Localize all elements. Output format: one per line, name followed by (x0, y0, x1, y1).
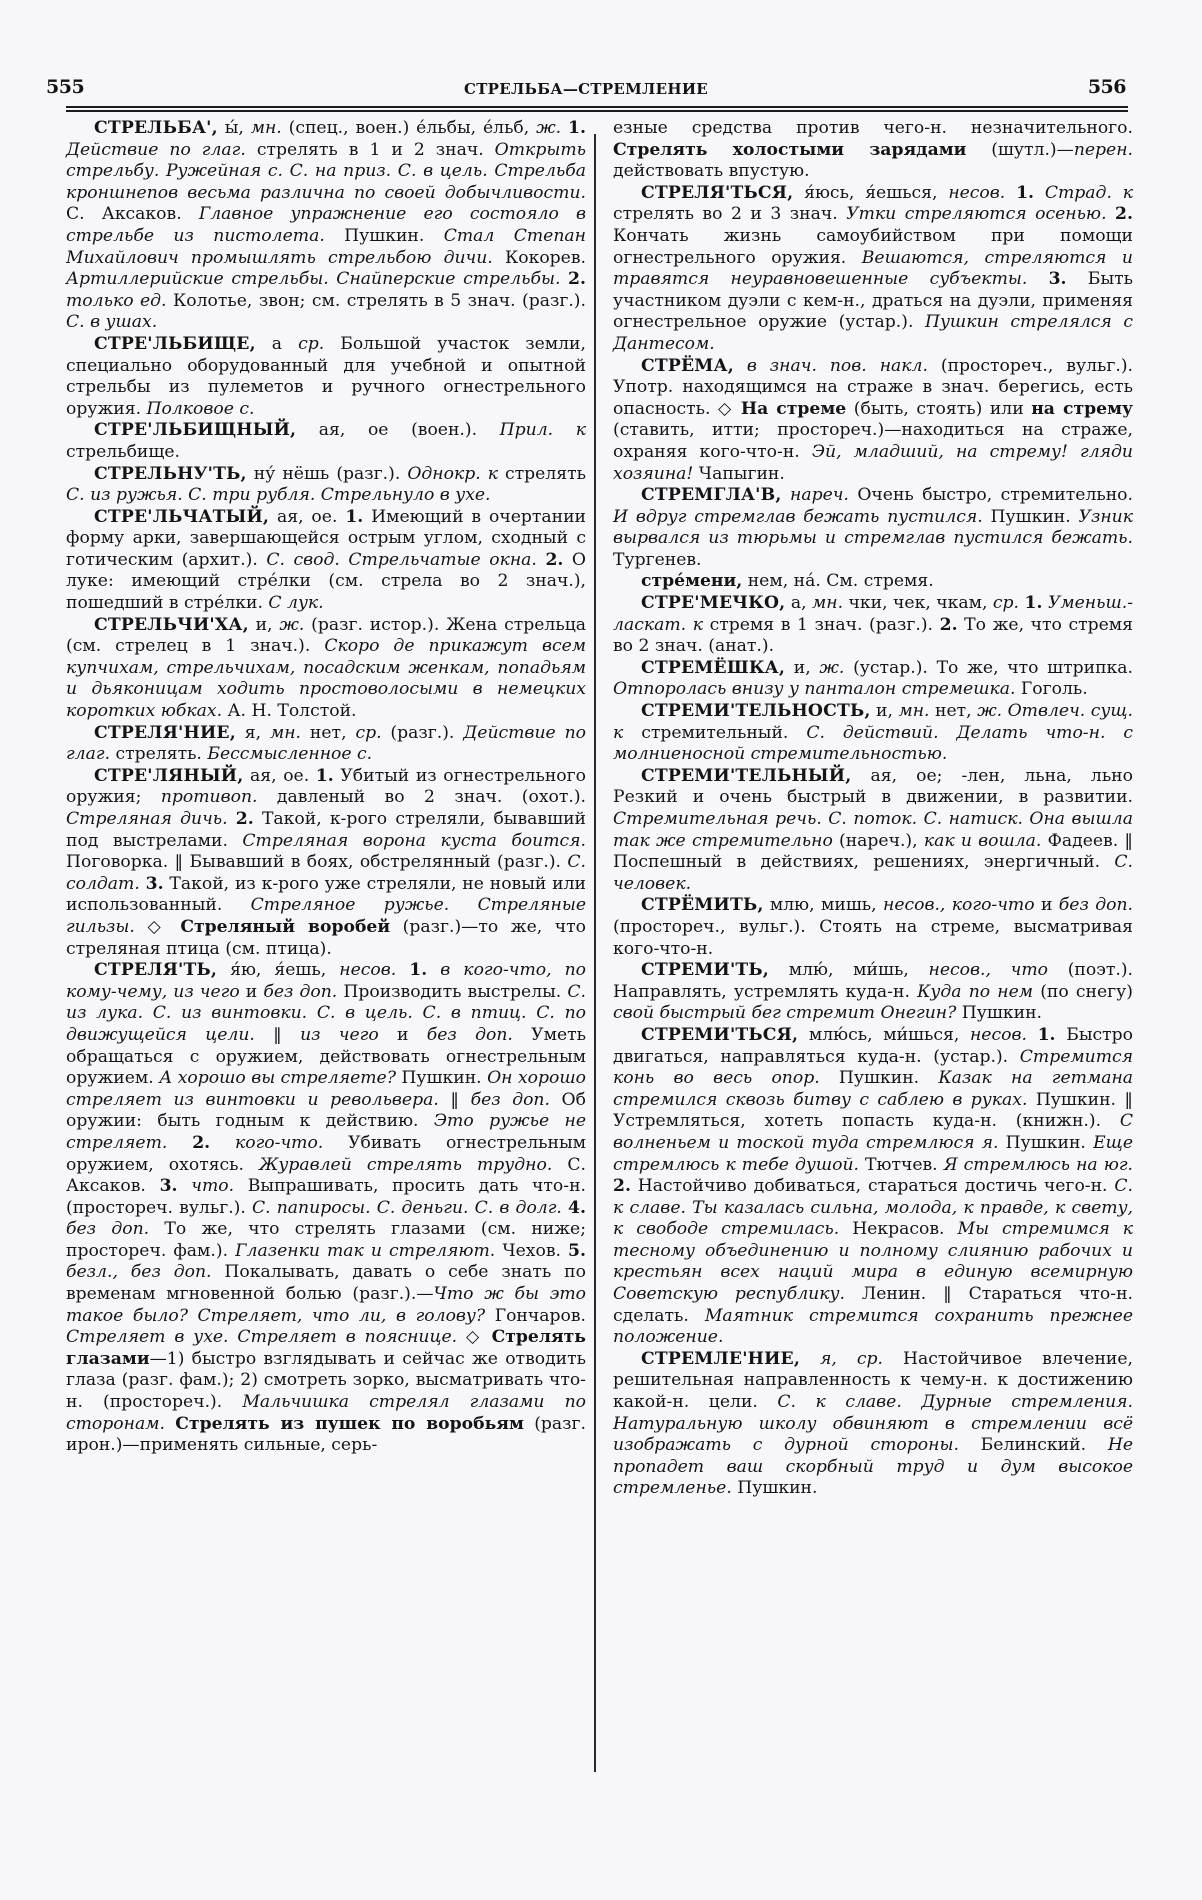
italic-text: Не пропадет ваш скорбный труд и дум высокое стремленье. (613, 1435, 1133, 1499)
entry-text: и, (248, 614, 280, 635)
italic-text: что. (191, 1176, 235, 1197)
italic-text: Я стремлюсь на юг. (943, 1154, 1133, 1175)
entry-text: Имеющий в очертании форму арки, завершающейся острым углом, сходный с готическим (архит.). (66, 506, 586, 570)
italic-text: в кого-что, по кому-чему, из чего (66, 960, 587, 1002)
entry-text: давленый во 2 знач. (охот.). (257, 787, 586, 808)
italic-text: несов. (339, 960, 397, 981)
entry-text: Пушкин. (956, 1003, 1042, 1024)
italic-text: Действие по глаг. (66, 139, 246, 160)
entry-text: и, (785, 657, 820, 678)
italic-text: Отвлеч. сущ. к (613, 701, 1134, 743)
italic-text: Стреляет в ухе. Стреляет в пояснице. (66, 1327, 458, 1348)
entry-text: Пушкин. ‖ Устремляться, хотеть попасть куда-н. (книжн.). (613, 1089, 1133, 1132)
bold-text: 1. (568, 118, 586, 138)
dictionary-entry-strelyanie (66, 723, 586, 766)
italic-text: Мальчишка стрелял глазами по сторонам. (66, 1392, 586, 1434)
entry-text: Тургенев. (613, 549, 702, 570)
italic-text: Стал Степан Михайлович промышлять стрельбою дичи. (66, 225, 586, 268)
italic-text: несов. (969, 1024, 1027, 1045)
bold-text: 2. (235, 809, 254, 829)
entry-text: (разг.). (381, 722, 464, 743)
bold-text: Стреляный воробей (180, 916, 391, 937)
entry-text: я́ю, я́ешь, (217, 960, 340, 981)
entry-text: Большой участок земли, специально оборудованный для учебной и опытной стрельбы из пулеметов и ручного огнестрельного оружия. (66, 333, 586, 419)
headword: СТРЁМИТЬ, (641, 895, 764, 916)
entry-text (782, 485, 790, 505)
entry-text: Пушкин. (998, 1132, 1094, 1153)
headword: СТРЕ'ЛЬЧАТЫЙ, (94, 506, 270, 527)
italic-text: С. из лука. С. из винтовки. С. в цель. С. в птиц. С. по движущейся цели. (66, 981, 586, 1045)
entry-text: Уметь обращаться с оружием, действовать огнестрельным оружием. (66, 1024, 586, 1089)
entry-text: О луке: имеющий стре́лки (см. стрела во 2 знач.), пошедший в стре́лки. (66, 549, 587, 614)
italic-text: Главное упражнение его состояло в стрельбе из пистолета. (66, 204, 586, 246)
italic-text: несов. (948, 182, 1006, 203)
entry-text (800, 1349, 820, 1369)
bold-text: стре́мени, (641, 571, 743, 592)
entry-text: Гончаров. (485, 1305, 586, 1326)
dictionary-entry-stremlenie (613, 1349, 1133, 1500)
italic-text: С. солдат. (66, 852, 586, 894)
entry-text: (спец., воен.) е́льбы, е́льб, (281, 118, 537, 138)
dictionary-entry-stremglav (613, 485, 1133, 571)
italic-text: Казак на гетмана стремился сквозь битву с саблею в руках. (613, 1068, 1134, 1110)
headword: СТРЕ'МЕЧКО, (641, 593, 786, 614)
entry-text: (быть, стоять) или (846, 398, 1032, 419)
entry-text: Пушкин. (731, 1478, 818, 1499)
entry-text: С. Аксаков. (66, 1154, 586, 1197)
headword: СТРЁМА, (641, 355, 734, 376)
italic-text: перен. (1073, 139, 1134, 160)
italic-text: И вдруг стремглав бежать пустился. (613, 506, 983, 527)
left-column (66, 118, 586, 1457)
bold-text: 1. (409, 960, 428, 981)
bold-text: Стрелять глазами (66, 1327, 586, 1369)
entry-text: Фадеев. ‖ Поспешный в действиях, решениях, энергичный. (613, 830, 1133, 873)
entry-text: стрельбище. (66, 441, 181, 462)
entry-text (167, 1133, 192, 1153)
entry-text (1027, 269, 1048, 289)
entry-text: То же, что стрелять глазами (см. ниже; простореч. фам.). (66, 1219, 587, 1261)
bold-text: 3. (159, 1176, 178, 1197)
entry-text: Настойчиво добиваться, стараться достичь чего-н. (630, 1176, 1115, 1197)
italic-text: без доп. (66, 1219, 150, 1240)
entry-text: млю́, ми́шь, (768, 960, 929, 981)
bold-text: на стрему (1031, 398, 1134, 419)
italic-text: свой быстрый бег стремит Онегин? (613, 1003, 957, 1024)
entry-text: (разг.)—то же, что стреляная птица (см. птица). (66, 916, 586, 959)
entry-text: Чапыгин. (693, 463, 785, 484)
italic-text: кого-что. (235, 1132, 324, 1153)
italic-text: Страд. к (1044, 182, 1133, 203)
italic-text: ж. (279, 614, 305, 635)
italic-text: Скоро де прикажут всем купчихам, стрельчихам, посадским женкам, попадьям и дьяконицам ходить простоволосыми в немецких коротких юбках. (66, 636, 587, 722)
entry-text: (нареч.), (832, 830, 924, 851)
dictionary-entry-strelyat-cont (613, 118, 1133, 183)
italic-text: С. к славе. Ты казалась сильна, молода, к правде, к свету, к свободе стремилась. (613, 1176, 1133, 1240)
entry-text: и (239, 981, 264, 1002)
bold-text: 1. (1024, 593, 1043, 614)
headword: СТРЕЛЬНУ'ТЬ, (94, 463, 247, 484)
italic-text: Что ж бы это такое было? Стреляет, что ли, в голову? (66, 1284, 586, 1326)
italic-text: С. свод. Стрельчатые окна. (266, 549, 537, 570)
italic-text: Пушкин стрелялся с Дантесом. (613, 312, 1133, 354)
italic-text: Утки стреляются осенью. (846, 204, 1107, 225)
italic-text: Куда по нем (917, 981, 1034, 1002)
dictionary-entry-stremit-1 (613, 895, 1133, 960)
italic-text: Действие по глаг. (66, 722, 586, 765)
entry-text: Такой, из к-рого уже стреляли, не новый или использованный. (66, 873, 586, 916)
headword: СТРЕЛЬЧИ'ХА, (94, 614, 249, 635)
headword: СТРЕ'ЛЬБИЩЕ, (94, 333, 256, 354)
italic-text: я, ср. (820, 1348, 883, 1369)
entry-text: ая, ое. (269, 506, 346, 527)
headword: СТРЕМИ'ТЕЛЬНЫЙ, (641, 765, 852, 786)
headword: СТРЕМЁШКА, (641, 657, 786, 678)
italic-text: С волненьем и тоской туда стремлюся я. (613, 1111, 1133, 1153)
entry-text: Быстро двигаться, направляться куда-н. (устар.). (613, 1024, 1133, 1067)
italic-text: Стреляная дичь. (66, 809, 228, 829)
italic-text: Уменьш.-ласкат. к (613, 593, 1134, 635)
entry-text (1027, 1025, 1038, 1045)
bold-text: 2. (192, 1132, 211, 1153)
entry-text: (простореч., вульг.). Стоять на стреме, высматривая кого-что-н. (613, 916, 1133, 959)
italic-text: Однокр. к (407, 463, 499, 484)
entry-text (734, 356, 747, 376)
entry-text: (устар.). То же, что штрипка. (844, 657, 1133, 678)
italic-text: нареч. (790, 485, 849, 506)
entry-text: То же, что стремя во 2 знач. (анат.). (613, 614, 1133, 657)
entry-text (1034, 183, 1045, 203)
italic-text: А хорошо вы стреляете? (159, 1068, 396, 1089)
running-title: СТРЕЛЬБА—СТРЕМЛЕНИЕ (463, 80, 709, 98)
italic-text: С. действий. Делать что-н. с молниеносной стремительностью. (613, 722, 1133, 765)
entry-text: действовать впустую. (613, 161, 810, 182)
entry-text (1005, 183, 1016, 203)
entry-text: ая, ое. (243, 765, 316, 786)
italic-text: С. папиросы. С. деньги. С. в долг. (251, 1197, 562, 1218)
entry-text: Убивать огнестрельным оружием, охотясь. (66, 1132, 587, 1175)
entry-text: (ставить, итти; простореч.)—находиться на страже, охраняя кого-что-н. (613, 420, 1133, 462)
entry-text: —1) быстро взглядывать и сейчас же отводить глаза (разг. фам.); 2) смотреть зорко, высматривать что-н. (простореч.). (66, 1348, 586, 1413)
headword: СТРЕЛЯ'НИЕ, (94, 722, 236, 743)
entry-text: (разг. ирон.)—применять сильные, серь- (66, 1413, 587, 1456)
italic-text: противоп. (160, 787, 258, 808)
italic-text: Стремительная речь. С. поток. С. натиск. Она вышла так же стремительно (613, 809, 1133, 851)
italic-text: ср. (355, 722, 382, 743)
entry-text: Тютчев. (858, 1154, 944, 1175)
dictionary-entry-strelchaty (66, 507, 586, 615)
italic-text: мн. (898, 701, 930, 722)
dictionary-entry-stremitsya (613, 1025, 1133, 1349)
italic-text: С. из ружья. С. три рубля. Стрельнуло в ухе. (66, 485, 491, 506)
entry-text: стремительный. (623, 722, 807, 743)
italic-text: ж. (536, 118, 562, 138)
entry-text (178, 1176, 192, 1196)
italic-text: ж. (819, 657, 845, 678)
entry-text: Колотье, звон; см. стрелять в 5 знач. (разг.). (166, 290, 586, 311)
italic-text: Бессмысленное с. (207, 744, 373, 765)
italic-text: Стремится конь во весь опор. (613, 1046, 1133, 1089)
italic-text: Глазенки так и стреляют. (235, 1240, 496, 1261)
italic-text: безл., без доп. (66, 1262, 212, 1283)
page-number-left: 555 (46, 76, 85, 98)
entry-text: Кончать жизнь самоубийством при помощи огнестрельного оружия. (613, 225, 1133, 268)
entry-text: ну́ нёшь (разг.). (246, 463, 408, 484)
entry-text: А. Н. Толстой. (222, 701, 357, 722)
bold-text: Стрелять холостыми зарядами (613, 139, 967, 160)
entry-text: чки, чек, чкам, (843, 593, 993, 614)
dictionary-entry-strelbishche (66, 334, 586, 420)
entry-text (1107, 204, 1116, 224)
entry-text: Настойчивое влечение, решительная направленность к чему-н. к достижению какой-н. цели. (613, 1348, 1134, 1413)
entry-text: Ленин. ‖ Стараться что-н. сделать. (613, 1284, 1134, 1326)
entry-text: я, (235, 722, 270, 743)
entry-text: нем, на́. См. стремя. (742, 571, 934, 592)
dictionary-entry-strelyatsya (613, 183, 1133, 356)
italic-text: Маятник стремится сохранить прежнее положение. (613, 1305, 1133, 1348)
italic-text: ср. (992, 593, 1020, 614)
italic-text: Артиллерийские стрельбы. Снайперские стрельбы. (66, 269, 561, 290)
entry-text: езные средства против чего-н. незначительного. (613, 118, 1133, 138)
dictionary-entry-strelbishchny (66, 420, 586, 463)
bold-text: 2. (1115, 204, 1133, 225)
italic-text: Открыть стрельбу. Ружейная с. С. на приз. С. в цель. Стрельба кроншнепов весьма различна по своей добычливости. (66, 139, 586, 203)
italic-text: без доп. (470, 1089, 550, 1110)
entry-text: Пушкин. (982, 506, 1079, 527)
dictionary-entry-stremitelnost (613, 701, 1133, 766)
italic-text: Журавлей стрелять трудно. (259, 1154, 553, 1175)
italic-text: ср. (298, 333, 325, 354)
entry-text: стремя в 1 знач. (разг.). (702, 614, 940, 635)
bold-text: 3. (145, 873, 164, 894)
italic-text: Узник вырвался из тюрьмы и стремглав пустился бежать. (613, 506, 1133, 549)
headword: СТРЕЛЯ'ТЬ, (94, 960, 218, 981)
entry-text: Производить выстрелы. (337, 981, 568, 1002)
dictionary-entry-stremitelny (613, 766, 1133, 896)
bold-text: 1. (1016, 182, 1035, 203)
entry-text: нет, (929, 701, 978, 722)
italic-text: мн. (812, 593, 844, 614)
italic-text: Эй, младший, на стрему! гляди хозяина! (613, 441, 1133, 484)
headword: СТРЕМИ'ТЬ, (641, 960, 769, 981)
entry-text: ая, ое; -лен, льна, льно Резкий и очень быстрый в движении, в развитии. (613, 765, 1133, 808)
entry-text: (разг. истор.). Жена стрельца (см. стрелец в 1 знач.). (66, 614, 586, 657)
entry-text: Гоголь. (1015, 679, 1088, 700)
entry-text: (поэт.). Направлять, устремлять куда-н. (613, 960, 1133, 1002)
entry-text: С. Аксаков. (66, 204, 199, 225)
headword: СТРЕЛЬБА', (94, 118, 218, 138)
page-number-right: 556 (1087, 76, 1126, 98)
dictionary-entry-stremit-2 (613, 960, 1133, 1025)
headword: СТРЕМИ'ТЬСЯ, (641, 1024, 799, 1045)
page-header (46, 72, 1126, 104)
bold-text: 1. (345, 506, 364, 527)
bold-text: 1. (1037, 1024, 1056, 1045)
entry-text: я́юсь, я́ешься, (793, 182, 949, 203)
entry-text: а (255, 333, 299, 354)
entry-text: нет, (301, 722, 356, 743)
dictionary-entry-strelba (66, 118, 586, 334)
italic-text: Полковое с. (146, 398, 255, 419)
entry-text: Такой, к-рого стреляли, бывавший под выстрелами. (66, 809, 586, 851)
bold-text: 4. (568, 1197, 586, 1218)
entry-text: Некрасов. (839, 1219, 958, 1240)
entry-text: (по снегу) (1033, 981, 1134, 1002)
entry-text: ‖ (438, 1089, 471, 1110)
entry-text: стрелять во 2 и 3 знач. (613, 204, 847, 225)
entry-text: Выпрашивать, просить дать что-н. (простореч. вульг.). (66, 1176, 587, 1218)
italic-text: С. человек. (613, 852, 1133, 894)
entry-text: Убитый из огнестрельного оружия; (66, 765, 586, 808)
headword: СТРЕЛЯ'ТЬСЯ, (641, 182, 794, 203)
italic-text: без доп. (263, 981, 338, 1002)
entry-text: Об оружии: быть годным к действию. (66, 1089, 586, 1132)
entry-text: ◇ (134, 916, 181, 937)
dictionary-entry-strelyany (66, 766, 586, 960)
italic-text: мн. (269, 722, 302, 743)
entry-text: Поговорка. ‖ Бывавший в боях, обстрелянный (разг.). (66, 852, 568, 873)
entry-text: (простореч., вульг.). Употр. находящимся на страже в знач. берегись, есть опасность. ◇ (613, 355, 1133, 419)
headword: СТРЕ'ЛЬБИЩНЫЙ, (94, 420, 297, 441)
bold-text: 3. (1048, 269, 1067, 290)
dictionary-entry-strelnut (66, 464, 586, 507)
bold-text: 5. (568, 1240, 586, 1261)
headword: СТРЕМГЛА'В, (641, 485, 782, 506)
italic-text: С лук. (268, 593, 324, 614)
bold-text: На стреме (740, 398, 847, 419)
entry-text (561, 118, 568, 138)
dictionary-entry-stremeni (613, 571, 1133, 593)
entry-text: Чехов. (495, 1240, 569, 1261)
right-column (613, 118, 1133, 1500)
italic-text: как и вошла. (923, 830, 1042, 851)
bold-text: 2. (568, 269, 586, 290)
italic-text: Стреляное ружье. Стреляные гильзы. (66, 895, 587, 937)
headword: СТРЕМЛЕ'НИЕ, (641, 1348, 801, 1369)
column-divider (594, 134, 596, 1772)
entry-text: Пушкин. (324, 225, 444, 246)
italic-text: несов., что (928, 960, 1048, 981)
entry-text: стрелять. (110, 744, 208, 765)
italic-text: Отпоролась внизу у панталон стремешка. (613, 679, 1016, 700)
entry-text: Пушкин. (819, 1068, 939, 1089)
header-double-rule (66, 106, 1128, 112)
italic-text: Вешаются, стреляются и травятся неуравновешенные субъекты. (613, 247, 1133, 290)
italic-text: ж. (977, 701, 1003, 722)
entry-text: Пушкин. (395, 1068, 488, 1089)
headword: СТРЕМИ'ТЕЛЬНОСТЬ, (641, 701, 871, 722)
entry-text: и (378, 1024, 427, 1045)
entry-text: ая, ое (воен.). (296, 420, 500, 441)
entry-text: ‖ (254, 1024, 301, 1045)
dictionary-entry-strema (613, 356, 1133, 486)
italic-text: Прил. к (499, 420, 586, 441)
bold-text: Стрелять из пушек по воробьям (175, 1413, 524, 1434)
bold-text: 1. (315, 765, 334, 786)
entry-text: Быть участником дуэли с кем-н., драться на дуэли, применяя огнестрельное оружие (устар.). (613, 269, 1133, 333)
italic-text: из чего (300, 1024, 379, 1045)
italic-text: без доп. (426, 1024, 513, 1045)
entry-text: ы́, (217, 118, 251, 138)
entry-text: и, (870, 701, 899, 722)
entry-text: Белинский. (958, 1435, 1108, 1456)
italic-text: Он хорошо стреляет из винтовки и револьвера. (66, 1068, 586, 1110)
italic-text: Стреляная ворона куста боится. (242, 830, 586, 851)
entry-text: Покалывать, давать о себе знать по временам мгновенной болью (разг.).— (66, 1262, 586, 1305)
entry-text: (шутл.)— (966, 139, 1074, 160)
entry-text: и (1034, 895, 1059, 916)
entry-text (560, 269, 568, 289)
entry-text: млю, мишь, (763, 895, 883, 916)
italic-text: в знач. пов. накл. (746, 355, 928, 376)
italic-text: Еще стремлюсь к тебе душой. (613, 1132, 1133, 1175)
entry-text: Кокорев. (492, 247, 586, 268)
bold-text: 2. (939, 614, 958, 635)
entry-text: Очень быстро, стремительно. (848, 485, 1133, 506)
headword: СТРЕ'ЛЯНЫЙ, (94, 765, 244, 786)
entry-text (396, 960, 409, 980)
dictionary-entry-strelchikha (66, 615, 586, 723)
italic-text: Это ружье не стреляет. (66, 1111, 586, 1153)
entry-text: стрелять в 1 и 2 знач. (245, 139, 495, 160)
italic-text: мн. (250, 118, 282, 138)
entry-text: а, (785, 593, 813, 614)
italic-text: только ед. (66, 290, 167, 311)
entry-text: ◇ (457, 1327, 492, 1348)
entry-text: млю́сь, ми́шься, (798, 1024, 970, 1045)
bold-text: 2. (613, 1176, 631, 1197)
dictionary-entry-stremechko (613, 593, 1133, 658)
entry-text (427, 960, 440, 980)
bold-text: 2. (545, 549, 564, 570)
entry-text (165, 1414, 175, 1434)
dictionary-entry-stremeshka (613, 658, 1133, 701)
italic-text: без доп. (1058, 895, 1133, 916)
dictionary-entry-strelyat (66, 960, 586, 1457)
italic-text: несов., кого-что (883, 895, 1035, 916)
italic-text: Мы стремимся к тесному объединению и полному слиянию рабочих и крестьян всех наций мира в единую всемирную Советскую республику. (613, 1219, 1133, 1305)
entry-text: стрелять (498, 463, 586, 484)
italic-text: С. в ушах. (66, 312, 158, 333)
entry-text (228, 809, 236, 829)
italic-text: С. к славе. Дурные стремления. Натуральную школу обвиняют в стремлении всё изображать с дурной стороны. (613, 1392, 1133, 1456)
entry-text (210, 1133, 235, 1153)
